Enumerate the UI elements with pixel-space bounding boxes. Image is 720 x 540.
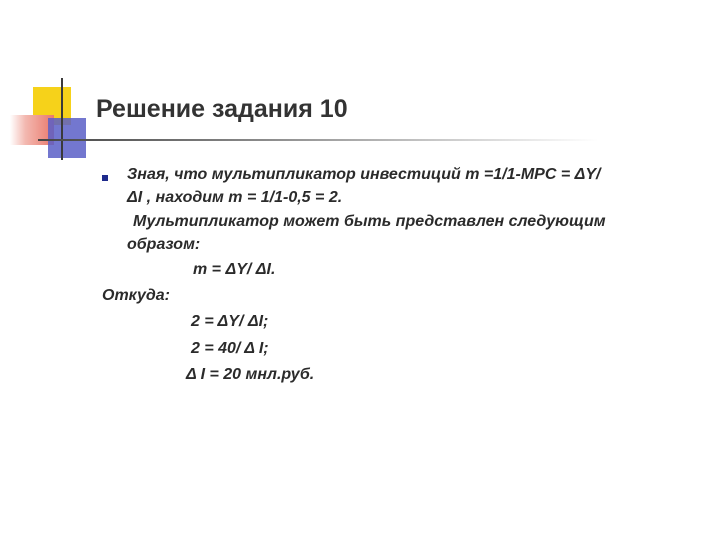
text-line-1: Зная, что мультипликатор инвестиций m =1/1-MPC = ΔY/: [127, 166, 601, 183]
formula-result: Δ I = 20 мнл.руб.: [186, 366, 315, 383]
decorative-vertical-line: [61, 78, 63, 160]
text-line-2: ΔI , находим m = 1/1-0,5 = 2.: [127, 189, 343, 206]
text-otkuda: Откуда:: [102, 287, 170, 304]
title-underline: [38, 139, 598, 141]
bullet-square-icon: [102, 175, 108, 181]
formula-step-1: 2 = ΔY/ ΔI;: [191, 313, 269, 330]
slide-title: Решение задания 10: [96, 95, 348, 123]
text-line-4: образом:: [127, 236, 201, 253]
text-line-3: Мультипликатор может быть представлен следующим: [133, 213, 606, 230]
decorative-blue-square: [48, 118, 86, 158]
formula-step-2: 2 = 40/ Δ I;: [191, 340, 269, 357]
formula-m: m = ΔY/ ΔI.: [193, 261, 276, 278]
